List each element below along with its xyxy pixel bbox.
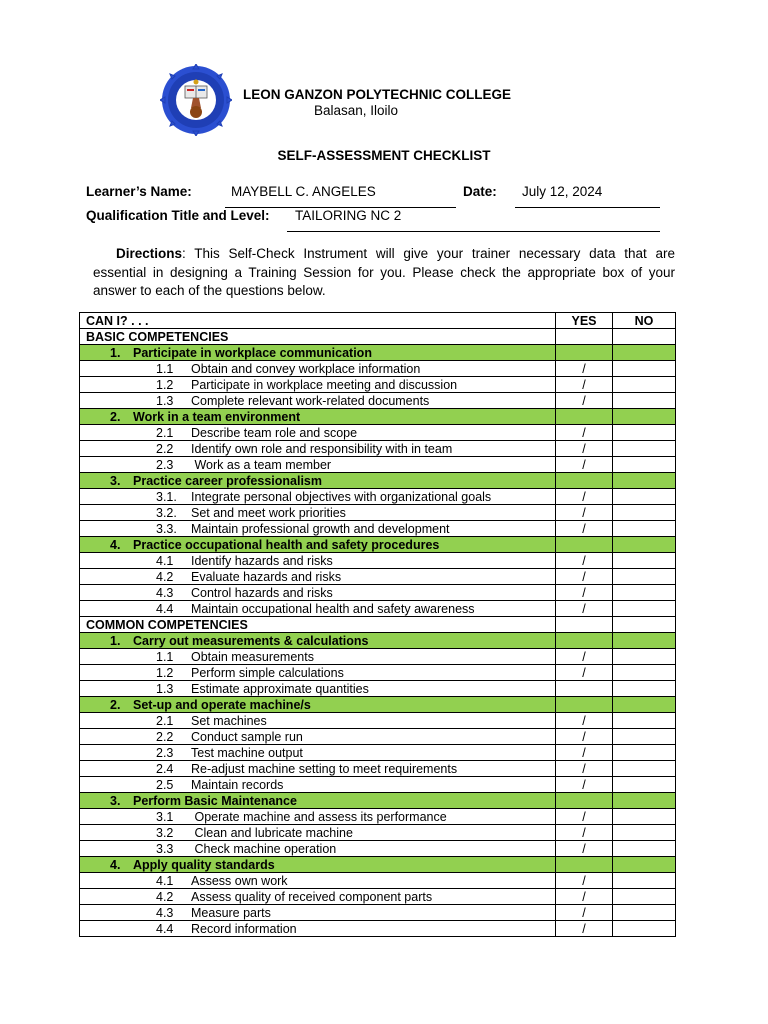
row-text: COMMON COMPETENCIES — [86, 617, 248, 632]
college-location: Balasan, Iloilo — [313, 103, 399, 118]
yes-checkbox-cell[interactable]: / — [556, 777, 613, 793]
checklist-item-row — [80, 457, 676, 473]
row-number: 2.2 — [156, 441, 174, 456]
row-text: Clean and lubricate machine — [191, 825, 353, 840]
no-checkbox-cell[interactable] — [613, 761, 676, 777]
no-checkbox-cell — [613, 793, 676, 809]
no-checkbox-cell[interactable] — [613, 649, 676, 665]
yes-checkbox-cell[interactable]: / — [556, 921, 613, 937]
checklist-item-row — [80, 905, 676, 921]
row-description — [80, 521, 556, 537]
competency-group-row — [80, 409, 676, 425]
row-text: BASIC COMPETENCIES — [86, 329, 229, 344]
yes-checkbox-cell[interactable] — [556, 681, 613, 697]
row-number: 2.2 — [156, 729, 174, 744]
row-description — [80, 601, 556, 617]
row-text: Measure parts — [191, 905, 271, 920]
yes-checkbox-cell[interactable]: / — [556, 425, 613, 441]
no-checkbox-cell[interactable] — [613, 777, 676, 793]
row-description — [80, 377, 556, 393]
yes-checkbox-cell[interactable]: / — [556, 873, 613, 889]
row-number: 3. — [110, 793, 121, 808]
competency-group-row — [80, 633, 676, 649]
competency-group-row — [80, 345, 676, 361]
yes-checkbox-cell — [556, 793, 613, 809]
row-text: Carry out measurements & calculations — [133, 633, 369, 648]
checklist-item-row — [80, 841, 676, 857]
yes-checkbox-cell — [556, 617, 613, 633]
no-checkbox-cell — [613, 537, 676, 553]
yes-checkbox-cell[interactable]: / — [556, 441, 613, 457]
no-checkbox-cell[interactable] — [613, 393, 676, 409]
row-text: Operate machine and assess its performance — [191, 809, 447, 824]
row-text: Set machines — [191, 713, 267, 728]
checklist-item-row — [80, 441, 676, 457]
row-text: Maintain occupational health and safety awareness — [191, 601, 475, 616]
row-text: Complete relevant work-related documents — [191, 393, 430, 408]
row-text: Identify own role and responsibility with in team — [191, 441, 453, 456]
no-checkbox-cell[interactable] — [613, 905, 676, 921]
row-number: 3.3. — [156, 521, 177, 536]
checklist-item-row — [80, 777, 676, 793]
row-description — [80, 793, 556, 809]
yes-checkbox-cell[interactable]: / — [556, 393, 613, 409]
no-checkbox-cell — [613, 409, 676, 425]
yes-checkbox-cell[interactable]: / — [556, 553, 613, 569]
row-text: Perform simple calculations — [191, 665, 344, 680]
row-description — [80, 329, 556, 345]
row-description — [80, 873, 556, 889]
row-description — [80, 441, 556, 457]
row-text: Obtain and convey workplace information — [191, 361, 421, 376]
checklist-item-row — [80, 585, 676, 601]
row-text: Integrate personal objectives with organizational goals — [191, 489, 492, 504]
yes-checkbox-cell[interactable]: / — [556, 457, 613, 473]
no-checkbox-cell[interactable] — [613, 665, 676, 681]
no-checkbox-cell[interactable] — [613, 361, 676, 377]
no-checkbox-cell — [613, 633, 676, 649]
checklist-item-row — [80, 921, 676, 937]
row-text: Work in a team environment — [133, 409, 301, 424]
checklist-item-row — [80, 889, 676, 905]
row-number: 2. — [110, 409, 121, 424]
college-name: LEON GANZON POLYTECHNIC COLLEGE — [243, 87, 512, 102]
yes-checkbox-cell[interactable]: / — [556, 489, 613, 505]
checklist-item-row — [80, 377, 676, 393]
row-description — [80, 409, 556, 425]
yes-checkbox-cell[interactable]: / — [556, 713, 613, 729]
no-checkbox-cell[interactable] — [613, 569, 676, 585]
checklist-item-row — [80, 809, 676, 825]
qualification-value: TAILORING NC 2 — [295, 208, 402, 223]
row-text: Set-up and operate machine/s — [133, 697, 311, 712]
table-header-row — [80, 313, 676, 329]
yes-checkbox-cell[interactable]: / — [556, 825, 613, 841]
no-checkbox-cell — [613, 329, 676, 345]
row-description — [80, 537, 556, 553]
checklist-item-row — [80, 825, 676, 841]
row-description — [80, 553, 556, 569]
yes-checkbox-cell[interactable]: / — [556, 745, 613, 761]
no-checkbox-cell[interactable] — [613, 457, 676, 473]
row-number: 2.3 — [156, 745, 174, 760]
no-checkbox-cell[interactable] — [613, 825, 676, 841]
no-checkbox-cell[interactable] — [613, 441, 676, 457]
row-text: Test machine output — [191, 745, 303, 760]
row-number: 2.1 — [156, 425, 174, 440]
row-number: 1.1 — [156, 361, 174, 376]
directions-paragraph — [93, 245, 675, 301]
yes-checkbox-cell — [556, 409, 613, 425]
yes-checkbox-cell[interactable]: / — [556, 729, 613, 745]
row-number: 4.2 — [156, 889, 174, 904]
yes-checkbox-cell — [556, 537, 613, 553]
col-question-header: CAN I? . . . — [80, 313, 556, 329]
row-text: Set and meet work priorities — [191, 505, 346, 520]
row-description — [80, 345, 556, 361]
row-number: 1. — [110, 345, 121, 360]
row-description — [80, 457, 556, 473]
row-number: 3.1. — [156, 489, 177, 504]
row-description — [80, 729, 556, 745]
checklist-item-row — [80, 713, 676, 729]
checklist-item-row — [80, 505, 676, 521]
checklist-item-row — [80, 761, 676, 777]
row-number: 1.2 — [156, 377, 174, 392]
row-text: Assess own work — [191, 873, 288, 888]
checklist-item-row — [80, 553, 676, 569]
qualification-underline — [287, 231, 660, 232]
row-number: 3. — [110, 473, 121, 488]
yes-checkbox-cell[interactable]: / — [556, 841, 613, 857]
checklist-item-row — [80, 425, 676, 441]
row-text: Identify hazards and risks — [191, 553, 333, 568]
row-description — [80, 889, 556, 905]
yes-checkbox-cell — [556, 345, 613, 361]
row-description — [80, 569, 556, 585]
checklist-item-row — [80, 681, 676, 697]
yes-checkbox-cell[interactable]: / — [556, 601, 613, 617]
row-number: 4. — [110, 857, 121, 872]
checklist-item-row — [80, 601, 676, 617]
yes-checkbox-cell[interactable]: / — [556, 585, 613, 601]
checklist-item-row — [80, 745, 676, 761]
checklist-item-row — [80, 649, 676, 665]
learner-name-label: Learner’s Name: — [86, 184, 192, 199]
row-number: 2.3 — [156, 457, 174, 472]
checklist-item-row — [80, 665, 676, 681]
row-description — [80, 713, 556, 729]
row-text: Record information — [191, 921, 297, 936]
section-row — [80, 329, 676, 345]
row-description — [80, 361, 556, 377]
row-number: 2.5 — [156, 777, 174, 792]
checklist-item-row — [80, 873, 676, 889]
row-description — [80, 585, 556, 601]
row-description — [80, 745, 556, 761]
no-checkbox-cell[interactable] — [613, 809, 676, 825]
date-underline — [515, 207, 660, 208]
col-yes-header: YES — [556, 313, 613, 329]
row-number: 4.3 — [156, 585, 174, 600]
no-checkbox-cell[interactable] — [613, 745, 676, 761]
checklist-item-row — [80, 569, 676, 585]
competency-group-row — [80, 857, 676, 873]
section-row — [80, 617, 676, 633]
row-text: Participate in workplace communication — [133, 345, 372, 360]
competency-group-row — [80, 473, 676, 489]
checklist-item-row — [80, 361, 676, 377]
no-checkbox-cell[interactable] — [613, 601, 676, 617]
yes-checkbox-cell[interactable]: / — [556, 761, 613, 777]
row-text: Evaluate hazards and risks — [191, 569, 342, 584]
row-number: 4.4 — [156, 601, 174, 616]
no-checkbox-cell[interactable] — [613, 889, 676, 905]
row-description — [80, 681, 556, 697]
no-checkbox-cell — [613, 617, 676, 633]
yes-checkbox-cell[interactable]: / — [556, 649, 613, 665]
checklist-item-row — [80, 729, 676, 745]
row-description — [80, 393, 556, 409]
yes-checkbox-cell — [556, 329, 613, 345]
row-number: 2.1 — [156, 713, 174, 728]
row-description — [80, 825, 556, 841]
row-description — [80, 633, 556, 649]
row-number: 3.1 — [156, 809, 174, 824]
no-checkbox-cell[interactable] — [613, 841, 676, 857]
row-description — [80, 921, 556, 937]
row-number: 4.4 — [156, 921, 174, 936]
row-description — [80, 505, 556, 521]
no-checkbox-cell — [613, 697, 676, 713]
row-number: 3.2 — [156, 825, 174, 840]
yes-checkbox-cell[interactable]: / — [556, 569, 613, 585]
no-checkbox-cell[interactable] — [613, 921, 676, 937]
no-checkbox-cell[interactable] — [613, 729, 676, 745]
row-number: 1. — [110, 633, 121, 648]
row-text: Control hazards and risks — [191, 585, 333, 600]
row-number: 1.3 — [156, 681, 174, 696]
yes-checkbox-cell — [556, 473, 613, 489]
date-label: Date: — [463, 184, 497, 199]
row-text: Apply quality standards — [133, 857, 275, 872]
yes-checkbox-cell — [556, 857, 613, 873]
no-checkbox-cell[interactable] — [613, 377, 676, 393]
row-description — [80, 489, 556, 505]
row-number: 4.3 — [156, 905, 174, 920]
qualification-label: Qualification Title and Level: — [86, 208, 270, 223]
row-text: Estimate approximate quantities — [191, 681, 369, 696]
row-text: Practice occupational health and safety procedures — [133, 537, 440, 552]
row-text: Perform Basic Maintenance — [133, 793, 297, 808]
row-text: Maintain records — [191, 777, 284, 792]
directions-text: : This Self-Check Instrument will give your trainer necessary data that are essential in designing a Training Session for you. Please check the appropriate box of your answer to each of the questions below. — [93, 246, 675, 298]
no-checkbox-cell[interactable] — [613, 425, 676, 441]
row-description — [80, 809, 556, 825]
yes-checkbox-cell[interactable]: / — [556, 665, 613, 681]
row-text: Assess quality of received component parts — [191, 889, 433, 904]
row-text: Describe team role and scope — [191, 425, 358, 440]
no-checkbox-cell[interactable] — [613, 505, 676, 521]
competency-group-row — [80, 697, 676, 713]
no-checkbox-cell[interactable] — [613, 873, 676, 889]
row-number: 1.2 — [156, 665, 174, 680]
checklist-table — [79, 312, 676, 937]
yes-checkbox-cell[interactable]: / — [556, 521, 613, 537]
row-description — [80, 905, 556, 921]
no-checkbox-cell[interactable] — [613, 521, 676, 537]
row-text: Work as a team member — [191, 457, 332, 472]
no-checkbox-cell[interactable] — [613, 681, 676, 697]
row-number: 1.3 — [156, 393, 174, 408]
row-text: Conduct sample run — [191, 729, 303, 744]
yes-checkbox-cell[interactable]: / — [556, 361, 613, 377]
learner-name-value: MAYBELL C. ANGELES — [231, 184, 376, 199]
row-number: 4.1 — [156, 873, 174, 888]
row-number: 1.1 — [156, 649, 174, 664]
yes-checkbox-cell[interactable]: / — [556, 809, 613, 825]
yes-checkbox-cell[interactable]: / — [556, 889, 613, 905]
no-checkbox-cell — [613, 473, 676, 489]
row-description — [80, 777, 556, 793]
yes-checkbox-cell — [556, 697, 613, 713]
no-checkbox-cell — [613, 345, 676, 361]
yes-checkbox-cell[interactable]: / — [556, 505, 613, 521]
page-title: SELF-ASSESSMENT CHECKLIST — [277, 148, 491, 163]
competency-group-row — [80, 537, 676, 553]
checklist-item-row — [80, 521, 676, 537]
row-number: 3.3 — [156, 841, 174, 856]
row-description — [80, 697, 556, 713]
yes-checkbox-cell — [556, 633, 613, 649]
row-description — [80, 473, 556, 489]
row-description — [80, 841, 556, 857]
row-description — [80, 649, 556, 665]
checklist-item-row — [80, 393, 676, 409]
row-text: Practice career professionalism — [133, 473, 322, 488]
row-number: 4. — [110, 537, 121, 552]
no-checkbox-cell[interactable] — [613, 553, 676, 569]
row-number: 2. — [110, 697, 121, 712]
yes-checkbox-cell[interactable]: / — [556, 905, 613, 921]
no-checkbox-cell[interactable] — [613, 585, 676, 601]
row-text: Obtain measurements — [191, 649, 314, 664]
row-number: 2.4 — [156, 761, 174, 776]
row-description — [80, 761, 556, 777]
date-value: July 12, 2024 — [522, 184, 603, 199]
row-text: Maintain professional growth and development — [191, 521, 450, 536]
row-description — [80, 617, 556, 633]
no-checkbox-cell[interactable] — [613, 713, 676, 729]
row-text: Check machine operation — [191, 841, 337, 856]
row-description — [80, 425, 556, 441]
row-number: 4.2 — [156, 569, 174, 584]
row-number: 4.1 — [156, 553, 174, 568]
row-description — [80, 857, 556, 873]
row-text: Re-adjust machine setting to meet requirements — [191, 761, 458, 776]
row-text: Participate in workplace meeting and discussion — [191, 377, 458, 392]
col-no-header: NO — [613, 313, 676, 329]
directions-label: Directions — [116, 246, 183, 261]
row-description — [80, 665, 556, 681]
checklist-item-row — [80, 489, 676, 505]
competency-group-row — [80, 793, 676, 809]
no-checkbox-cell — [613, 857, 676, 873]
college-logo-icon — [160, 64, 232, 136]
yes-checkbox-cell[interactable]: / — [556, 377, 613, 393]
no-checkbox-cell[interactable] — [613, 489, 676, 505]
row-number: 3.2. — [156, 505, 177, 520]
